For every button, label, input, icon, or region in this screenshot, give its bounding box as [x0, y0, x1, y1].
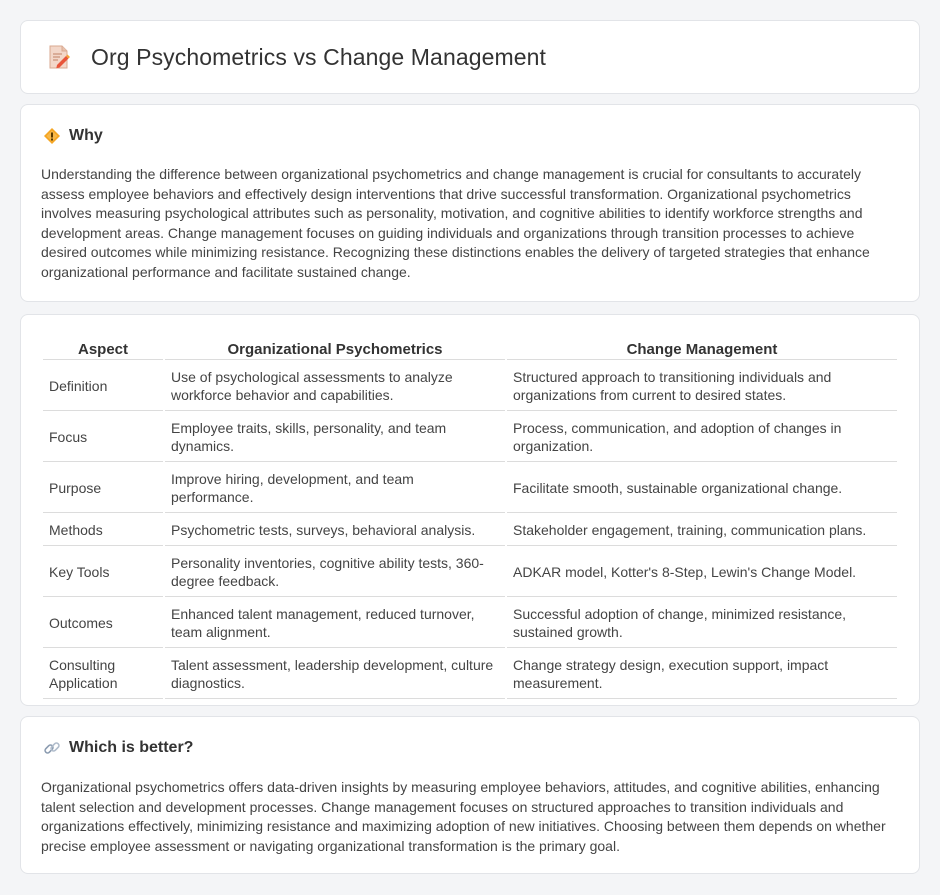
aspect-cell: Methods — [43, 515, 163, 546]
aspect-cell: Key Tools — [43, 548, 163, 597]
table-row — [43, 515, 897, 546]
better-heading-row — [43, 739, 193, 757]
psychometrics-cell: Talent assessment, leadership development, culture diagnostics. — [165, 650, 505, 699]
comparison-table — [41, 335, 899, 701]
change-management-cell: Process, communication, and adoption of changes in organization. — [507, 413, 897, 462]
better-heading: Which is better? — [69, 739, 194, 756]
aspect-cell: Purpose — [43, 464, 163, 513]
psychometrics-cell: Employee traits, skills, personality, and team dynamics. — [165, 413, 505, 462]
column-header-aspect: Aspect — [43, 337, 163, 360]
change-management-cell: Structured approach to transitioning individuals and organizations from current to desired states. — [507, 362, 897, 411]
table-row — [43, 548, 897, 597]
why-text: Understanding the difference between organizational psychometrics and change management is crucial for consultants to accurately assess employee behaviors and effectively design interventions that drive successful transformation. Organizational psychometrics involves measuring psychological attributes such as personality, motivation, and cognitive abilities to identify workforce strengths and development areas. Change management focuses on guiding individuals and organizations through transition processes to achieve desired outcomes while minimizing resistance. Recognizing these distinctions enables the delivery of targeted strategies that enhance organizational performance and facilitate sustained change. — [41, 166, 870, 280]
change-management-cell: ADKAR model, Kotter's 8-Step, Lewin's Change Model. — [507, 548, 897, 597]
page-title: Org Psychometrics vs Change Management — [91, 43, 547, 70]
table-row — [43, 599, 897, 648]
table-row — [43, 362, 897, 411]
psychometrics-cell: Personality inventories, cognitive ability tests, 360-degree feedback. — [165, 548, 505, 597]
which-is-better-section — [20, 716, 920, 874]
comparison-card — [20, 314, 920, 706]
psychometrics-cell: Improve hiring, development, and team performance. — [165, 464, 505, 513]
why-heading: Why — [69, 127, 103, 144]
change-management-cell: Change strategy design, execution support, impact measurement. — [507, 650, 897, 699]
psychometrics-cell: Enhanced talent management, reduced turnover, team alignment. — [165, 599, 505, 648]
psychometrics-cell: Psychometric tests, surveys, behavioral analysis. — [165, 515, 505, 546]
column-header-psychometrics: Organizational Psychometrics — [165, 337, 505, 360]
header-card — [20, 20, 920, 94]
change-management-cell: Facilitate smooth, sustainable organizational change. — [507, 464, 897, 513]
psychometrics-cell: Use of psychological assessments to analyze workforce behavior and capabilities. — [165, 362, 505, 411]
table-header-row — [43, 337, 897, 360]
table-row — [43, 650, 897, 699]
header — [47, 43, 546, 71]
change-management-cell: Stakeholder engagement, training, communication plans. — [507, 515, 897, 546]
document-pencil-icon — [47, 43, 71, 71]
link-icon — [43, 739, 61, 757]
aspect-cell: Consulting Application — [43, 650, 163, 699]
table-row — [43, 413, 897, 462]
aspect-cell: Definition — [43, 362, 163, 411]
table-row — [43, 464, 897, 513]
aspect-cell: Outcomes — [43, 599, 163, 648]
change-management-cell: Successful adoption of change, minimized resistance, sustained growth. — [507, 599, 897, 648]
warning-diamond-icon — [43, 127, 61, 145]
aspect-cell: Focus — [43, 413, 163, 462]
better-text: Organizational psychometrics offers data-driven insights by measuring employee behaviors, attitudes, and cognitive abilities, enhancing talent selection and development processes. Change management focuses on structured approaches to transition individuals and organizations effectively, minimizing resistance and maximizing adoption of new initiatives. Choosing between them depends on whether precise employee assessment or navigating organizational transformation is the primary goal. — [41, 779, 886, 854]
why-section — [20, 104, 920, 302]
why-heading-row — [43, 127, 103, 145]
column-header-change-management: Change Management — [507, 337, 897, 360]
